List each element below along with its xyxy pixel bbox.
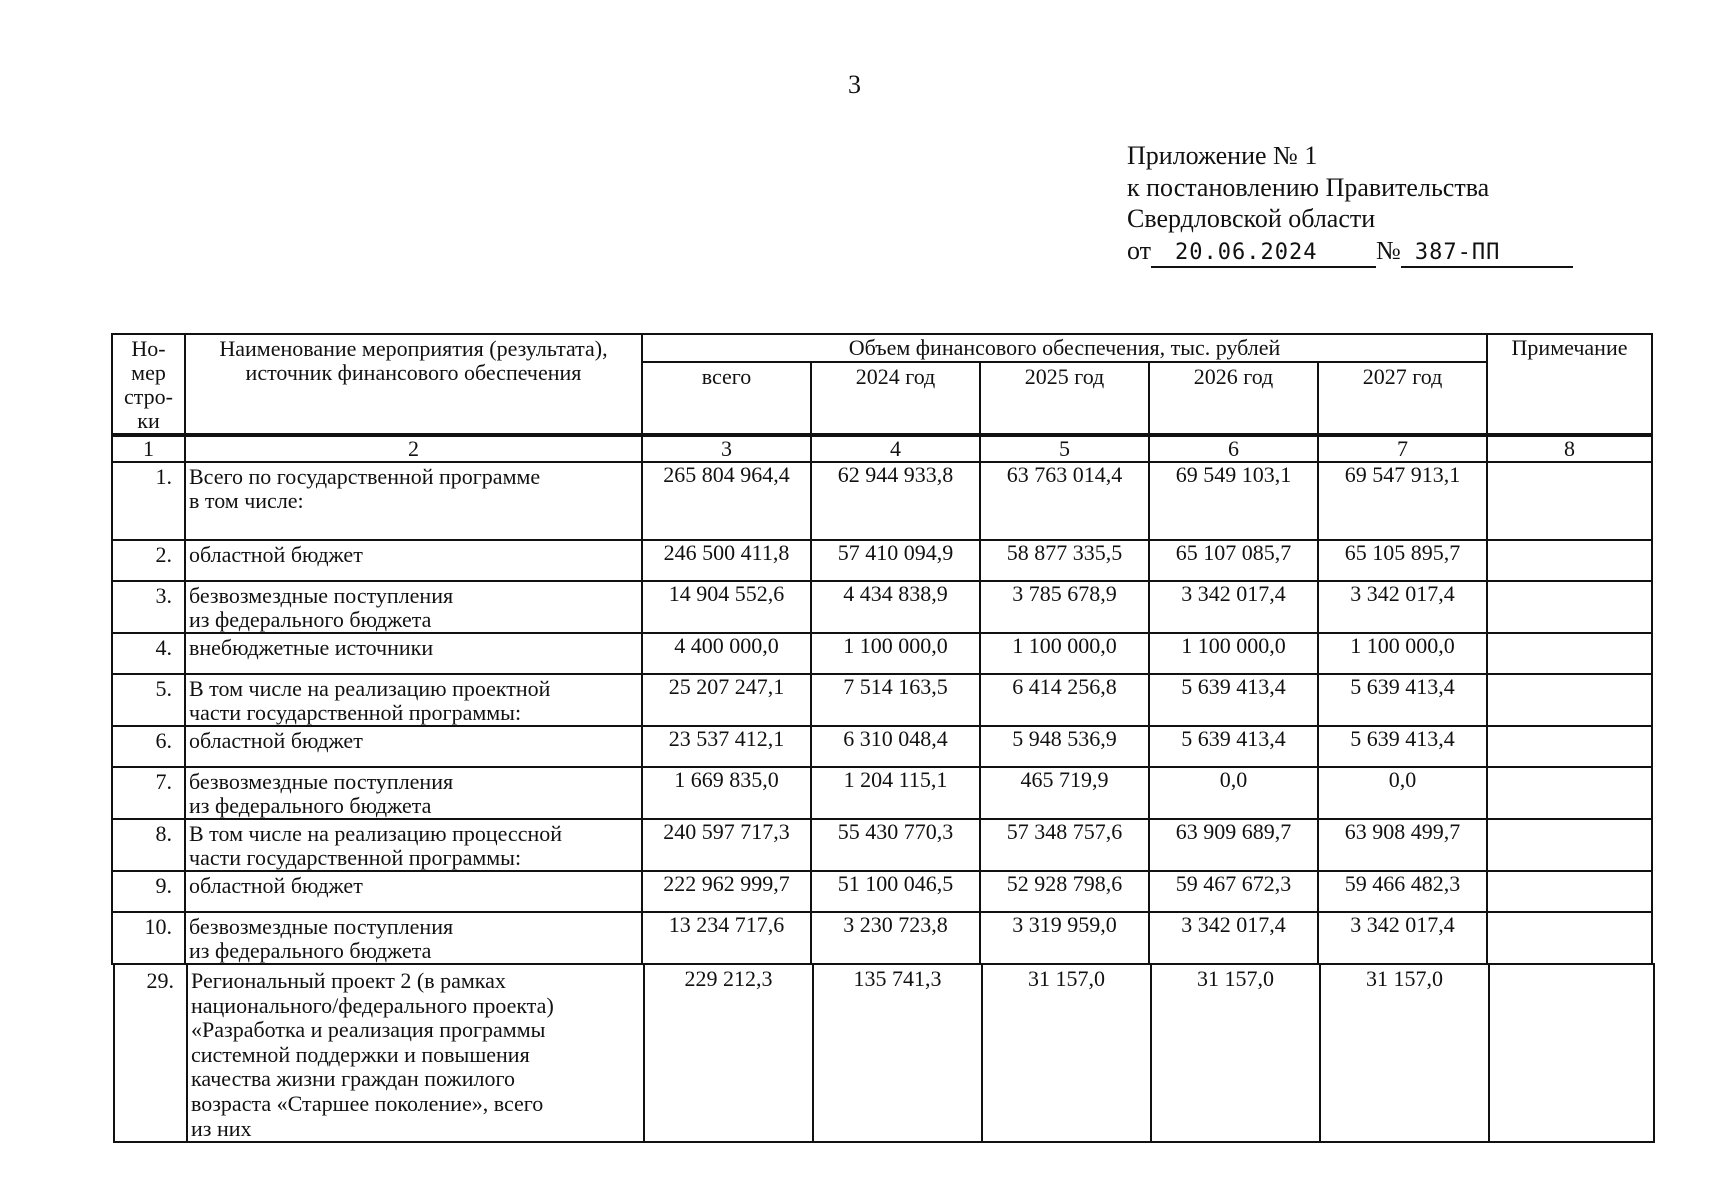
note: [1489, 964, 1654, 1142]
value-2026: 3 342 017,4: [1149, 912, 1318, 964]
total-value: 265 804 964,4: [642, 462, 811, 540]
column-index: 4: [811, 436, 980, 462]
value-2025: 465 719,9: [980, 767, 1149, 819]
value-2025: 52 928 798,6: [980, 871, 1149, 912]
total-value: 4 400 000,0: [642, 633, 811, 674]
header-name: Наименование мероприятия (результата), источник финансового обеспечения: [185, 334, 642, 434]
row-number: 10.: [112, 912, 185, 964]
resolution-number: 387-ПП: [1401, 240, 1573, 268]
value-2024: 4 434 838,9: [811, 581, 980, 633]
header-year-2026: 2026 год: [1149, 362, 1318, 434]
column-index-row: [112, 436, 1652, 462]
value-2025: 58 877 335,5: [980, 540, 1149, 581]
item-name: безвозмездные поступления из федерального бюджета: [185, 581, 642, 633]
value-2024: 1 100 000,0: [811, 633, 980, 674]
row-number: 3.: [112, 581, 185, 633]
column-index: 5: [980, 436, 1149, 462]
number-label: №: [1376, 235, 1401, 265]
value-2027: 65 105 895,7: [1318, 540, 1487, 581]
item-name: внебюджетные источники: [185, 633, 642, 674]
total-value: 1 669 835,0: [642, 767, 811, 819]
value-2027: 5 639 413,4: [1318, 674, 1487, 726]
funding-table-continuation: [113, 963, 1655, 1143]
value-2025: 57 348 757,6: [980, 819, 1149, 871]
table-row: [112, 581, 1652, 633]
table-row: [112, 726, 1652, 767]
table-row: [112, 674, 1652, 726]
note: [1487, 540, 1652, 581]
note: [1487, 462, 1652, 540]
total-value: 222 962 999,7: [642, 871, 811, 912]
column-index: 6: [1149, 436, 1318, 462]
column-index: 3: [642, 436, 811, 462]
item-name: безвозмездные поступления из федерального бюджета: [185, 912, 642, 964]
note: [1487, 819, 1652, 871]
value-2026: 5 639 413,4: [1149, 674, 1318, 726]
value-2027: 1 100 000,0: [1318, 633, 1487, 674]
annex-resolution: к постановлению Правительства: [1127, 172, 1490, 202]
annex-region: Свердловской области: [1127, 204, 1376, 233]
column-index: 7: [1318, 436, 1487, 462]
table-row: [112, 819, 1652, 871]
total-value: 240 597 717,3: [642, 819, 811, 871]
value-2025: 3 319 959,0: [980, 912, 1149, 964]
funding-table-header: [111, 333, 1653, 435]
value-2024: 57 410 094,9: [811, 540, 980, 581]
value-2026: 3 342 017,4: [1149, 581, 1318, 633]
header-total: всего: [642, 362, 811, 434]
item-name: Всего по государственной программе в том числе:: [185, 462, 642, 540]
note: [1487, 726, 1652, 767]
value-2024: 3 230 723,8: [811, 912, 980, 964]
item-name: безвозмездные поступления из федерального бюджета: [185, 767, 642, 819]
note: [1487, 633, 1652, 674]
column-index: 1: [112, 436, 185, 462]
row-number: 9.: [112, 871, 185, 912]
value-2027: 69 547 913,1: [1318, 462, 1487, 540]
page-number: 3: [848, 70, 861, 99]
value-2027: 5 639 413,4: [1318, 726, 1487, 767]
value-2026: 63 909 689,7: [1149, 819, 1318, 871]
note: [1487, 581, 1652, 633]
item-name: Региональный проект 2 (в рамках национального/федерального проекта) «Разработка и реализация программы системной поддержки и повышения качества жизни граждан пожилого возраста «Старшее поколение», всего из них: [187, 964, 644, 1142]
value-2025: 63 763 014,4: [980, 462, 1149, 540]
value-2024: 55 430 770,3: [811, 819, 980, 871]
value-2025: 31 157,0: [982, 964, 1151, 1142]
total-value: 13 234 717,6: [642, 912, 811, 964]
value-2024: 135 741,3: [813, 964, 982, 1142]
note: [1487, 912, 1652, 964]
item-name: областной бюджет: [185, 726, 642, 767]
table-row: [114, 964, 1654, 1142]
header-year-2025: 2025 год: [980, 362, 1149, 434]
row-number: 29.: [114, 964, 187, 1142]
column-index: 2: [185, 436, 642, 462]
value-2026: 31 157,0: [1151, 964, 1320, 1142]
row-number: 1.: [112, 462, 185, 540]
total-value: 246 500 411,8: [642, 540, 811, 581]
annex-date-number: [1127, 235, 1573, 268]
total-value: 14 904 552,6: [642, 581, 811, 633]
header-note: Примечание: [1487, 334, 1652, 434]
item-name: областной бюджет: [185, 871, 642, 912]
total-value: 229 212,3: [644, 964, 813, 1142]
resolution-date: 20.06.2024: [1151, 240, 1376, 268]
item-name: В том числе на реализацию процессной части государственной программы:: [185, 819, 642, 871]
item-name: В том числе на реализацию проектной части государственной программы:: [185, 674, 642, 726]
header-row-number: Но- мер стро- ки: [112, 334, 185, 434]
value-2027: 63 908 499,7: [1318, 819, 1487, 871]
funding-table: [111, 435, 1653, 965]
value-2024: 6 310 048,4: [811, 726, 980, 767]
row-number: 2.: [112, 540, 185, 581]
table-row: [112, 912, 1652, 964]
value-2025: 5 948 536,9: [980, 726, 1149, 767]
value-2027: 59 466 482,3: [1318, 871, 1487, 912]
note: [1487, 871, 1652, 912]
value-2024: 1 204 115,1: [811, 767, 980, 819]
header-year-2027: 2027 год: [1318, 362, 1487, 434]
table-row: [112, 540, 1652, 581]
note: [1487, 767, 1652, 819]
item-name: областной бюджет: [185, 540, 642, 581]
column-index: 8: [1487, 436, 1652, 462]
value-2026: 65 107 085,7: [1149, 540, 1318, 581]
table-row: [112, 871, 1652, 912]
value-2026: 1 100 000,0: [1149, 633, 1318, 674]
value-2024: 62 944 933,8: [811, 462, 980, 540]
value-2025: 6 414 256,8: [980, 674, 1149, 726]
table-row: [112, 462, 1652, 540]
total-value: 23 537 412,1: [642, 726, 811, 767]
annex-title: Приложение № 1: [1127, 141, 1318, 170]
header-year-2024: 2024 год: [811, 362, 980, 434]
note: [1487, 674, 1652, 726]
value-2027: 0,0: [1318, 767, 1487, 819]
value-2026: 59 467 672,3: [1149, 871, 1318, 912]
value-2027: 3 342 017,4: [1318, 581, 1487, 633]
total-value: 25 207 247,1: [642, 674, 811, 726]
annex-header: [1127, 140, 1573, 268]
row-number: 5.: [112, 674, 185, 726]
row-number: 7.: [112, 767, 185, 819]
value-2027: 31 157,0: [1320, 964, 1489, 1142]
row-number: 6.: [112, 726, 185, 767]
value-2025: 1 100 000,0: [980, 633, 1149, 674]
row-number: 4.: [112, 633, 185, 674]
table-row: [112, 633, 1652, 674]
row-number: 8.: [112, 819, 185, 871]
value-2027: 3 342 017,4: [1318, 912, 1487, 964]
header-funding-volume: Объем финансового обеспечения, тыс. рублей: [642, 334, 1487, 362]
from-label: от: [1127, 235, 1152, 265]
value-2024: 51 100 046,5: [811, 871, 980, 912]
value-2024: 7 514 163,5: [811, 674, 980, 726]
value-2026: 69 549 103,1: [1149, 462, 1318, 540]
table-row: [112, 767, 1652, 819]
value-2026: 5 639 413,4: [1149, 726, 1318, 767]
value-2026: 0,0: [1149, 767, 1318, 819]
value-2025: 3 785 678,9: [980, 581, 1149, 633]
